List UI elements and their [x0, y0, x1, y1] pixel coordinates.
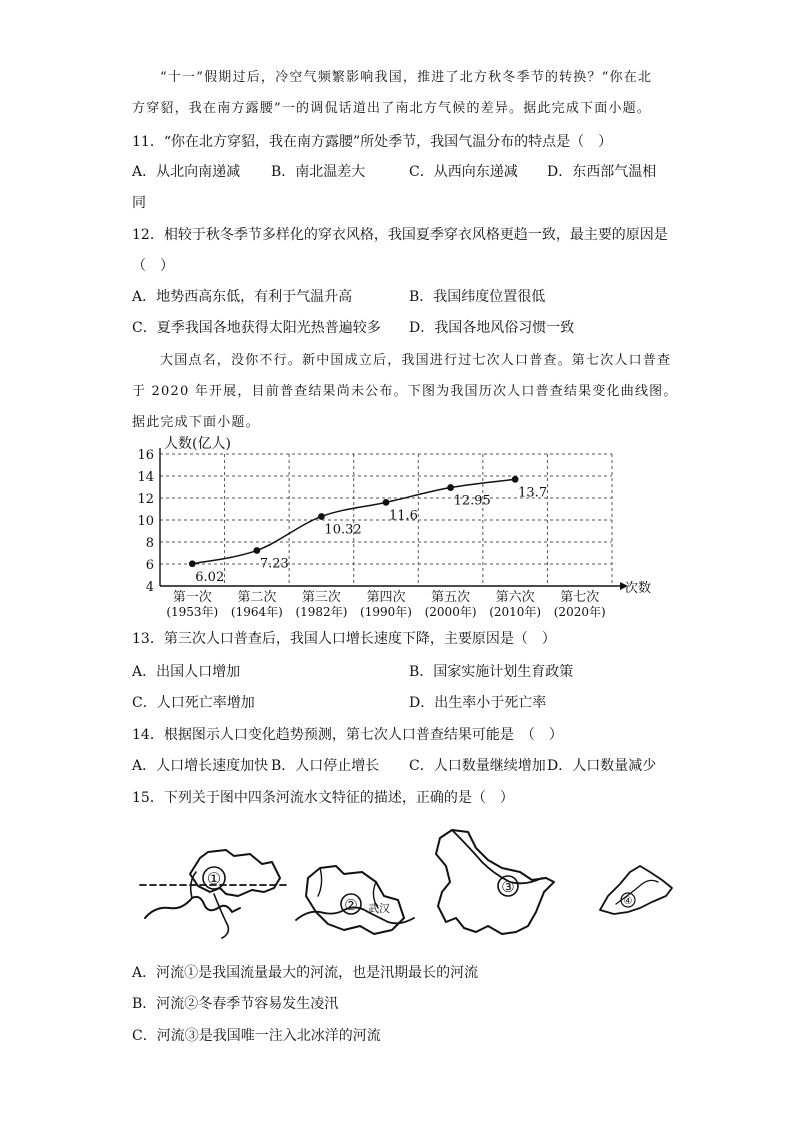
- q12-option-d[interactable]: D．我国各地风俗习惯一致: [409, 320, 575, 336]
- q14-stem: 14．根据图示人口变化趋势预测，第七次人口普查结果可能是 （ ）: [132, 727, 563, 743]
- y-tick-label: 6: [145, 558, 154, 573]
- intro1-line2: 方穿貂，我在南方露腰”一的调侃话道出了南北方气候的差异。据此完成下面小题。: [132, 101, 652, 116]
- x-category-year: (2000年): [424, 605, 477, 619]
- y-tick-label: 4: [145, 580, 154, 595]
- q13-option-d[interactable]: D．出生率小于死亡率: [409, 695, 547, 711]
- data-point: [512, 476, 519, 483]
- y-tick-label: 10: [137, 514, 154, 529]
- x-category-year: (1982年): [295, 605, 348, 619]
- x-category-label: 第六次: [495, 590, 535, 605]
- q11-option-c[interactable]: C．从西向东递减: [409, 164, 518, 180]
- q11-option-d-continued: 同: [132, 195, 146, 211]
- q15-stem: 15．下列关于图中四条河流水文特征的描述，正确的是（ ）: [132, 790, 514, 806]
- population-census-chart: [120, 432, 660, 622]
- y-tick-label: 12: [137, 492, 154, 507]
- q13-option-a[interactable]: A．出国人口增加: [132, 664, 241, 680]
- x-category-label: 第三次: [301, 590, 341, 605]
- q13-option-b[interactable]: B．国家实施计划生育政策: [409, 664, 574, 680]
- data-point: [189, 560, 196, 567]
- q12-option-b[interactable]: B．我国纬度位置很低: [409, 289, 546, 305]
- x-category-label: 第七次: [560, 590, 600, 605]
- intro2-line1: 大国点名，没你不行。新中国成立后，我国进行过七次人口普查。第七次人口普查: [160, 353, 672, 368]
- q13-stem: 13．第三次人口普查后，我国人口增长速度下降，主要原因是（ ）: [132, 631, 556, 647]
- river-map-1: [140, 850, 290, 938]
- data-point: [383, 499, 390, 506]
- q14-option-b[interactable]: B．人口停止增长: [271, 758, 380, 774]
- data-value-label: 13.7: [518, 485, 548, 501]
- river-3-label: ③: [501, 878, 515, 896]
- intro1-line1: “十一”假期过后，冷空气频繁影响我国，推进了北方秋冬季节的转换？“你在北: [160, 70, 653, 85]
- y-tick-label: 16: [137, 448, 154, 463]
- x-axis-label: 次数: [625, 581, 652, 596]
- x-category-year: (2010年): [489, 605, 542, 619]
- data-value-label: 12.95: [453, 493, 491, 509]
- x-category-label: 第二次: [237, 590, 277, 605]
- data-value-label: 10.32: [324, 522, 362, 538]
- river-2-label: ②: [344, 896, 358, 914]
- q11-option-a[interactable]: A．从北向南递减: [132, 164, 241, 180]
- q11-stem: 11．“你在北方穿貂，我在南方露腰”所处季节，我国气温分布的特点是（ ）: [132, 134, 613, 150]
- y-tick-label: 14: [137, 470, 154, 485]
- x-category-year: (2020年): [553, 605, 606, 619]
- data-value-label: 6.02: [195, 569, 225, 585]
- y-tick-label: 8: [145, 536, 154, 551]
- q13-option-c[interactable]: C．人口死亡率增加: [132, 695, 255, 711]
- q15-option-a[interactable]: A．河流①是我国流量最大的河流，也是汛期最长的河流: [132, 965, 479, 981]
- q14-option-c[interactable]: C．人口数量继续增加: [409, 758, 546, 774]
- data-value-label: 11.6: [389, 508, 418, 524]
- river-map-2: [296, 866, 414, 934]
- q12-stem-continued: （ ）: [132, 258, 174, 274]
- river-map-4: [600, 866, 672, 914]
- intro2-line3: 据此完成下面小题。: [132, 415, 260, 430]
- q12-option-c[interactable]: C．夏季我国各地获得太阳光热普遍较多: [132, 320, 381, 336]
- q14-option-a[interactable]: A．人口增长速度加快: [132, 758, 269, 774]
- x-category-label: 第四次: [366, 590, 406, 605]
- x-category-year: (1990年): [360, 605, 412, 619]
- river-1-label: ①: [206, 869, 222, 888]
- q14-option-d[interactable]: D．人口数量减少: [547, 758, 657, 774]
- data-point: [253, 547, 260, 554]
- river-maps: [130, 822, 690, 952]
- data-point: [447, 484, 454, 491]
- x-category-label: 第一次: [172, 590, 212, 605]
- x-category-label: 第五次: [431, 590, 471, 605]
- river-map-3: [436, 830, 554, 934]
- x-category-year: (1964年): [230, 605, 283, 619]
- wuhan-label: 武汉: [368, 902, 390, 915]
- intro2-line2: 于 2020 年开展，目前普查结果尚未公布。下图为我国历次人口普查结果变化曲线图。: [132, 384, 678, 399]
- q11-option-b[interactable]: B．南北温差大: [271, 164, 366, 180]
- q12-option-a[interactable]: A．地势西高东低，有利于气温升高: [132, 289, 353, 305]
- data-point: [318, 513, 325, 520]
- data-value-label: 7.23: [259, 556, 289, 572]
- x-category-year: (1953年): [166, 605, 219, 619]
- y-axis-label: 人数(亿人): [164, 436, 231, 452]
- q15-option-c[interactable]: C．河流③是我国唯一注入北冰洋的河流: [132, 1028, 381, 1044]
- q15-option-b[interactable]: B．河流②冬春季节容易发生凌汛: [132, 996, 339, 1012]
- q11-option-d[interactable]: D．东西部气温相: [547, 164, 657, 180]
- q12-stem: 12．相较于秋冬季节多样化的穿衣风格，我国夏季穿衣风格更趋一致，最主要的原因是: [132, 227, 668, 243]
- river-4-label: ④: [623, 896, 633, 907]
